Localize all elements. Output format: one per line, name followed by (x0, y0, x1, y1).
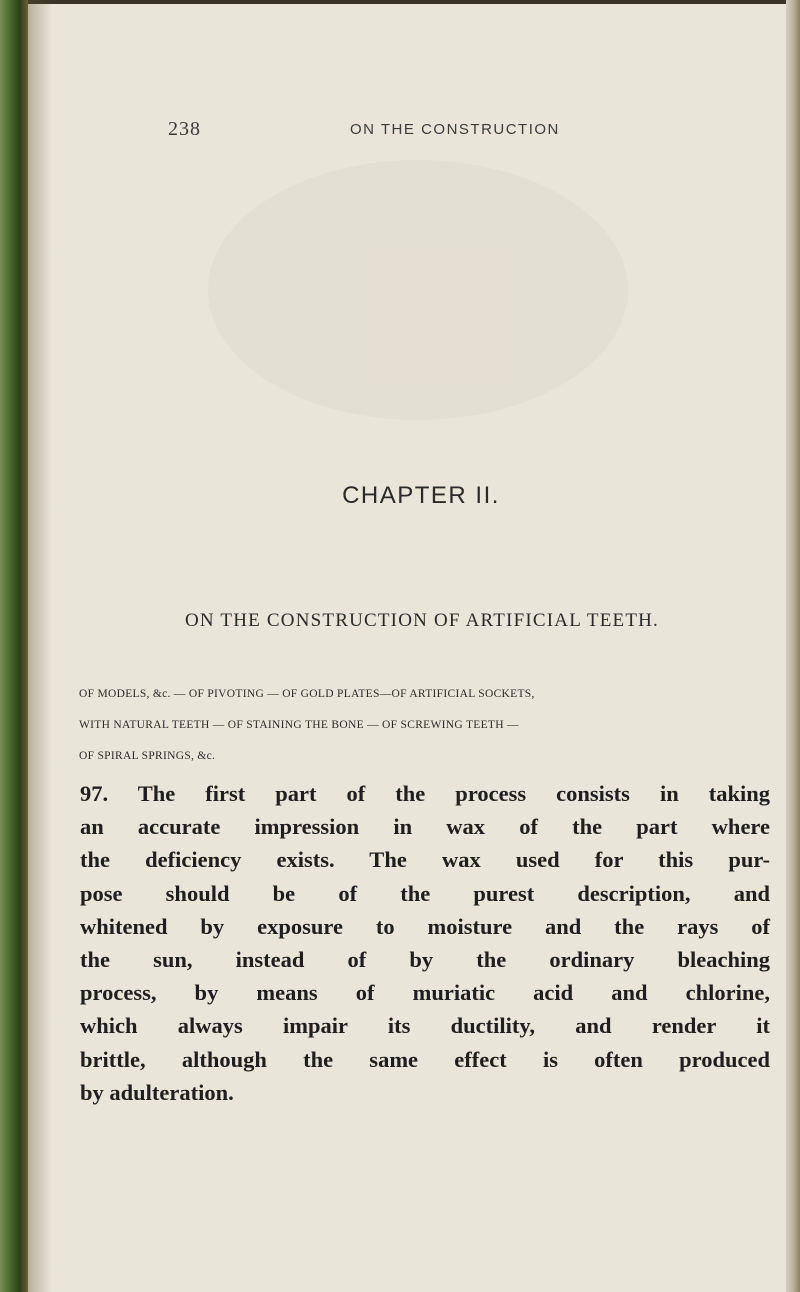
paragraph-line: by adulteration. (80, 1079, 234, 1105)
show-through-smudge (208, 160, 628, 420)
page-right-edge (786, 0, 800, 1292)
paragraph-line: pose should be of the purest description, and (80, 880, 770, 906)
paragraph-line: the deficiency exists. The wax used for this pur- (80, 847, 770, 873)
paragraph-97 (80, 777, 770, 1109)
synopsis-line: OF SPIRAL SPRINGS, &c. (79, 750, 216, 762)
book-page (28, 0, 800, 1292)
chapter-synopsis (79, 679, 779, 772)
chapter-title: ON THE CONSTRUCTION OF ARTIFICIAL TEETH. (184, 610, 659, 631)
book-binding (0, 0, 28, 1292)
chapter-heading: CHAPTER II. (342, 482, 500, 509)
paragraph-line: process, by means of muriatic acid and chlorine, (80, 980, 770, 1006)
paragraph-line: the sun, instead of by the ordinary bleaching (80, 947, 770, 973)
synopsis-line: OF MODELS, &c. — OF PIVOTING — OF GOLD PLATES—OF ARTIFICIAL SOCKETS, (79, 688, 535, 700)
running-title: ON THE CONSTRUCTION (350, 121, 560, 138)
page-number: 238 (168, 118, 201, 140)
paragraph-line: brittle, although the same effect is often produced (80, 1046, 770, 1072)
paragraph-line: which always impair its ductility, and render it (80, 1013, 770, 1039)
gutter-shadow (28, 0, 52, 1292)
running-head (28, 118, 800, 142)
paragraph-line: 97. The first part of the process consists in taking (80, 781, 770, 806)
synopsis-line: WITH NATURAL TEETH — OF STAINING THE BONE — OF SCREWING TEETH — (79, 719, 519, 731)
page-top-edge (28, 0, 800, 4)
paragraph-line: an accurate impression in wax of the part where (80, 814, 770, 840)
paragraph-line: whitened by exposure to moisture and the rays of (80, 913, 770, 939)
